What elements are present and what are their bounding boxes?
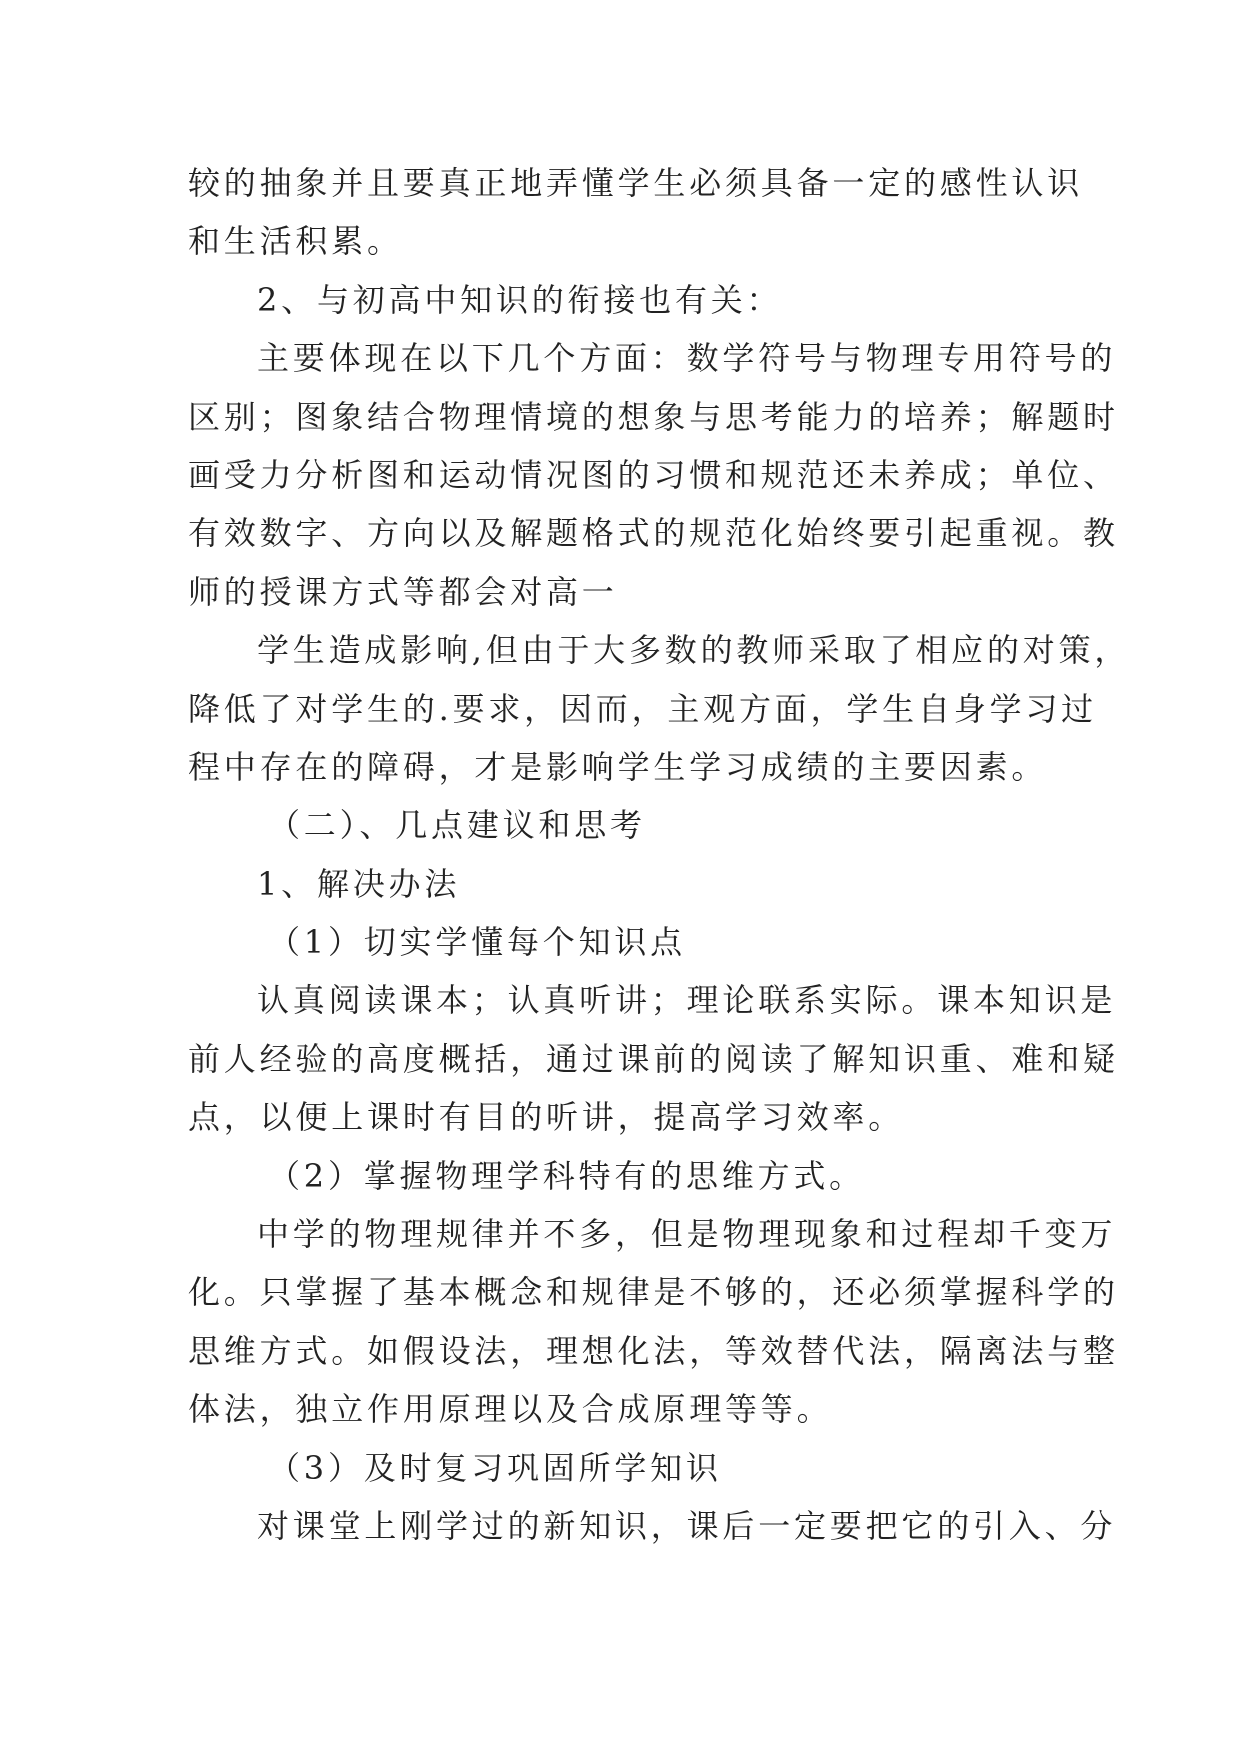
text-line: 有效数字、方向以及解题格式的规范化始终要引起重视。教 <box>188 514 1119 553</box>
section-heading: 2、与初高中知识的衔接也有关： <box>257 280 783 319</box>
document-body <box>188 154 1131 1555</box>
text-line: 前人经验的高度概括，通过课前的阅读了解知识重、难和疑 <box>188 1039 1119 1078</box>
text-line: 中学的物理规律并不多，但是物理现象和过程却千变万 <box>257 1215 1117 1254</box>
text-line: 程中存在的障碍，才是影响学生学习成绩的主要因素。 <box>188 747 1048 786</box>
text-line: 和生活积累。 <box>188 222 403 261</box>
text-line: 点，以便上课时有目的听讲，提高学习效率。 <box>188 1098 905 1137</box>
text-line: 降低了对学生的.要求，因而，主观方面，学生自身学习过 <box>188 689 1097 728</box>
text-line: 较的抽象并且要真正地弄懂学生必须具备一定的感性认识 <box>188 164 1084 202</box>
text-line: 对课堂上刚学过的新知识，课后一定要把它的引入、分 <box>257 1506 1117 1545</box>
subsection-heading: （1）切实学懂每个知识点 <box>268 923 686 962</box>
text-line: 师的授课方式等都会对高一 <box>188 572 618 611</box>
subsection-heading: （3）及时复习巩固所学知识 <box>268 1448 722 1487</box>
text-line: 体法，独立作用原理以及合成原理等等。 <box>188 1390 833 1429</box>
section-heading: 1、解决办法 <box>257 864 461 903</box>
subsection-heading: （2）掌握物理学科特有的思维方式。 <box>268 1156 865 1195</box>
text-line: 化。只掌握了基本概念和规律是不够的，还必须掌握科学的 <box>188 1273 1119 1312</box>
section-heading: （二）、几点建议和思考 <box>268 806 646 845</box>
text-line: 主要体现在以下几个方面：数学符号与物理专用符号的 <box>257 339 1117 378</box>
text-line: 画受力分析图和运动情况图的习惯和规范还未养成；单位、 <box>188 455 1119 494</box>
text-line: 认真阅读课本；认真听讲；理论联系实际。课本知识是 <box>257 981 1117 1020</box>
text-line: 思维方式。如假设法，理想化法，等效替代法，隔离法与整 <box>188 1331 1119 1370</box>
text-line: 学生造成影响,但由于大多数的教师采取了相应的对策， <box>257 631 1131 670</box>
text-line: 区别；图象结合物理情境的想象与思考能力的培养；解题时 <box>188 397 1119 436</box>
